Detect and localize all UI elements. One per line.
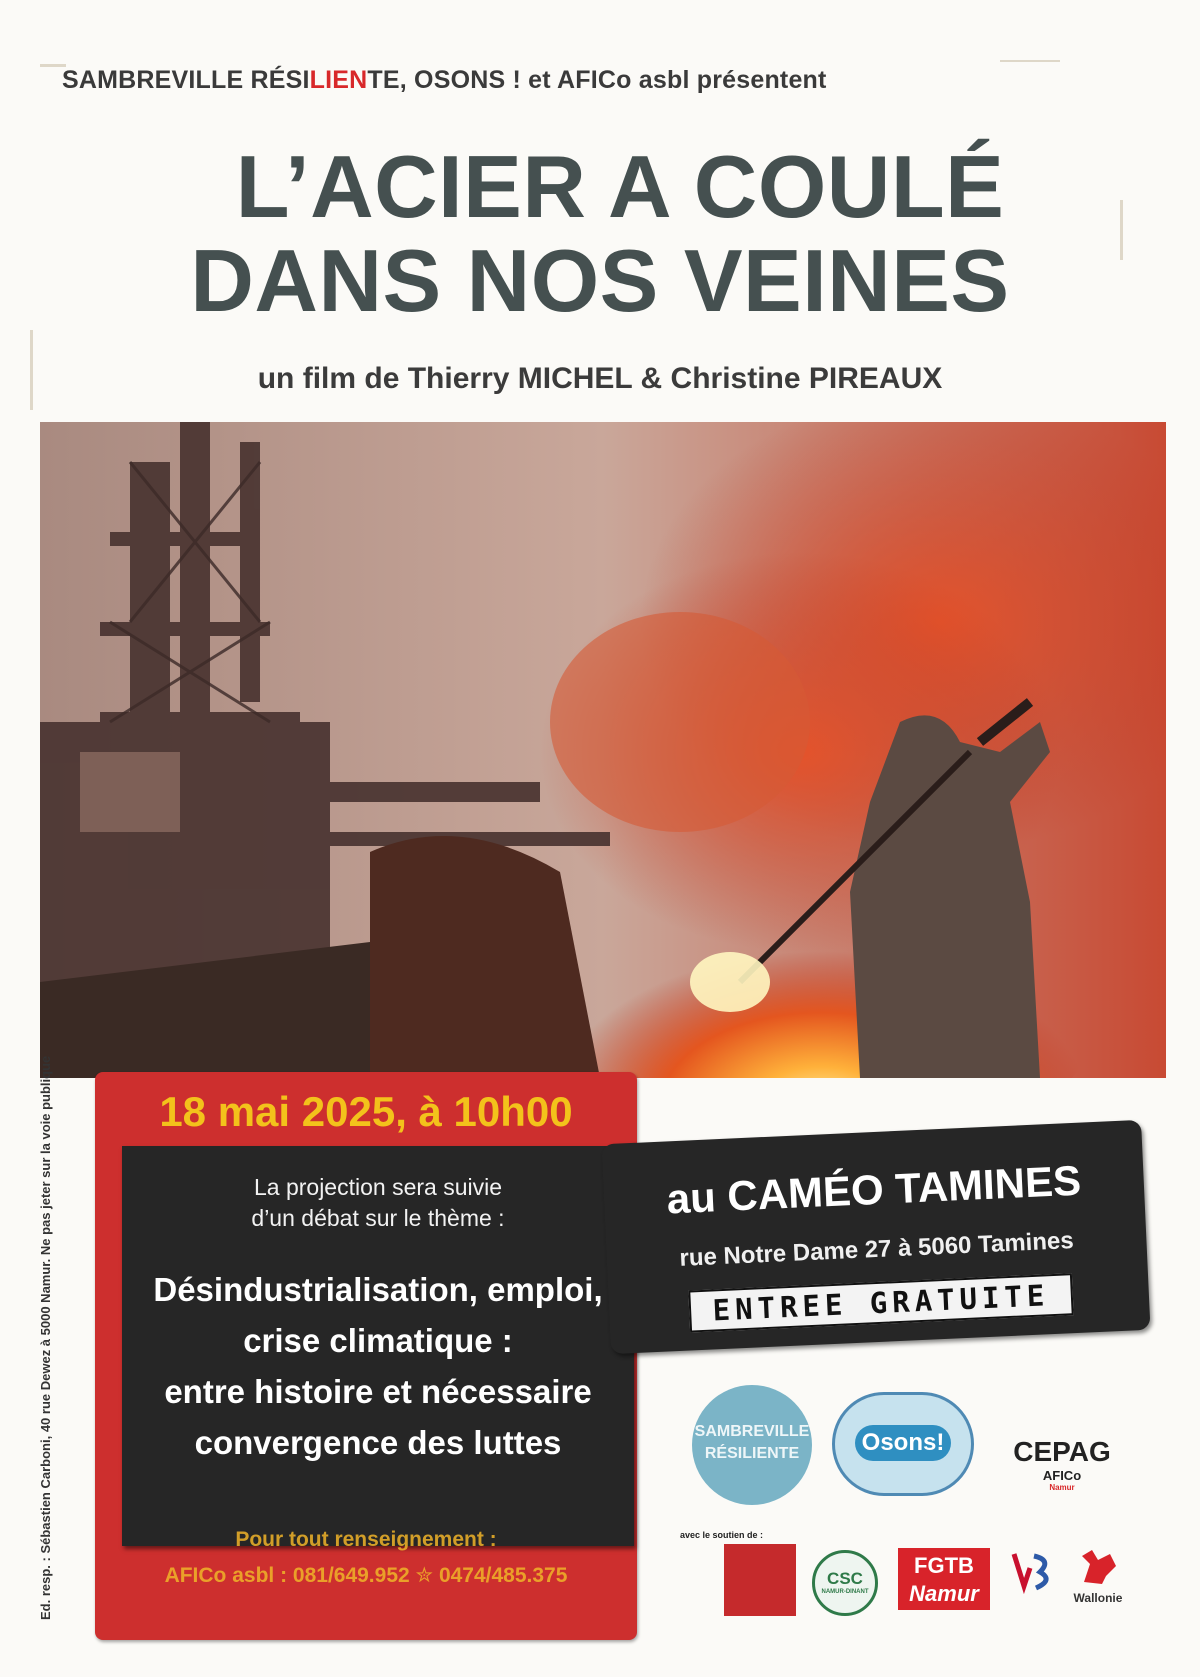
theme-line: convergence des luttes (194, 1424, 562, 1461)
cepag-logo (1002, 1436, 1122, 1492)
partner-red-square-logo (724, 1544, 796, 1616)
venue-box (602, 1120, 1151, 1354)
scuff-mark (1000, 60, 1060, 62)
osons-logo (832, 1392, 974, 1496)
fgtb-logo-line: Namur (909, 1581, 979, 1606)
wallonie-logo-text: Wallonie (1073, 1591, 1123, 1605)
intro-line: La projection sera suivie (253, 1174, 503, 1200)
admission-stamp: ENTREE GRATUITE (688, 1273, 1074, 1332)
film-credit: un film de Thierry MICHEL & Christine PIREAUX (257, 362, 943, 395)
fgtb-logo (898, 1548, 990, 1610)
afico-logo-text: AFICo (1042, 1468, 1082, 1483)
venue-address: rue Notre Dame 27 à 5060 Tamines (678, 1227, 1075, 1272)
steelworks-photo (40, 422, 1166, 1078)
wallonie-logo (1066, 1546, 1130, 1605)
federation-wb-logo (1008, 1546, 1058, 1596)
venue-name: au CAMÉO TAMINES (665, 1156, 1082, 1223)
debate-theme (122, 1264, 634, 1468)
film-title-line2: DANS NOS VEINES (190, 231, 1010, 330)
steelworks-illustration (40, 422, 1166, 1078)
cepag-logo-text: CEPAG (1013, 1436, 1111, 1467)
info-label: Pour tout renseignement : (235, 1528, 497, 1551)
sambreville-logo (692, 1385, 812, 1505)
sambreville-logo-line: SAMBREVILLE (694, 1423, 810, 1440)
event-date: 18 mai 2025, à 10h00 (159, 1088, 573, 1135)
csc-logo (812, 1550, 878, 1616)
csc-logo-text: CSC (827, 1569, 863, 1588)
intro-line: d’un débat sur le thème : (251, 1205, 505, 1231)
afico-logo-sub: Namur (1049, 1483, 1075, 1492)
presenters-highlight: LIEN (309, 66, 368, 94)
presenters-line (62, 66, 827, 95)
wallonie-rooster-icon (1076, 1546, 1120, 1586)
theme-line: entre histoire et nécessaire (164, 1373, 592, 1410)
federation-wb-icon (1008, 1546, 1058, 1596)
presenters-text: SAMBREVILLE RÉSI (62, 66, 310, 94)
csc-logo-sub: NAMUR-DINANT (821, 1589, 869, 1595)
presenters-text-end: TE, OSONS ! et AFICo asbl présentent (367, 66, 827, 94)
fgtb-logo-line: FGTB (914, 1553, 974, 1578)
film-title-line1: L’ACIER A COULÉ (235, 137, 1005, 236)
support-label: avec le soutien de : (680, 1530, 764, 1540)
publisher-notice: Ed. resp. : Sébastien Carboni, 40 rue Dewez à 5000 Namur. Ne pas jeter sur la voie publique (38, 1055, 53, 1620)
theme-line: crise climatique : (243, 1322, 513, 1359)
osons-logo-text: Osons! (855, 1425, 951, 1461)
sambreville-logo-line: RÉSILIENTE (704, 1445, 800, 1462)
info-contacts: AFICo asbl : 081/649.952 ✮ 0474/485.375 (164, 1564, 568, 1587)
theme-line: Désindustrialisation, emploi, (153, 1271, 603, 1308)
debate-intro (122, 1172, 634, 1234)
